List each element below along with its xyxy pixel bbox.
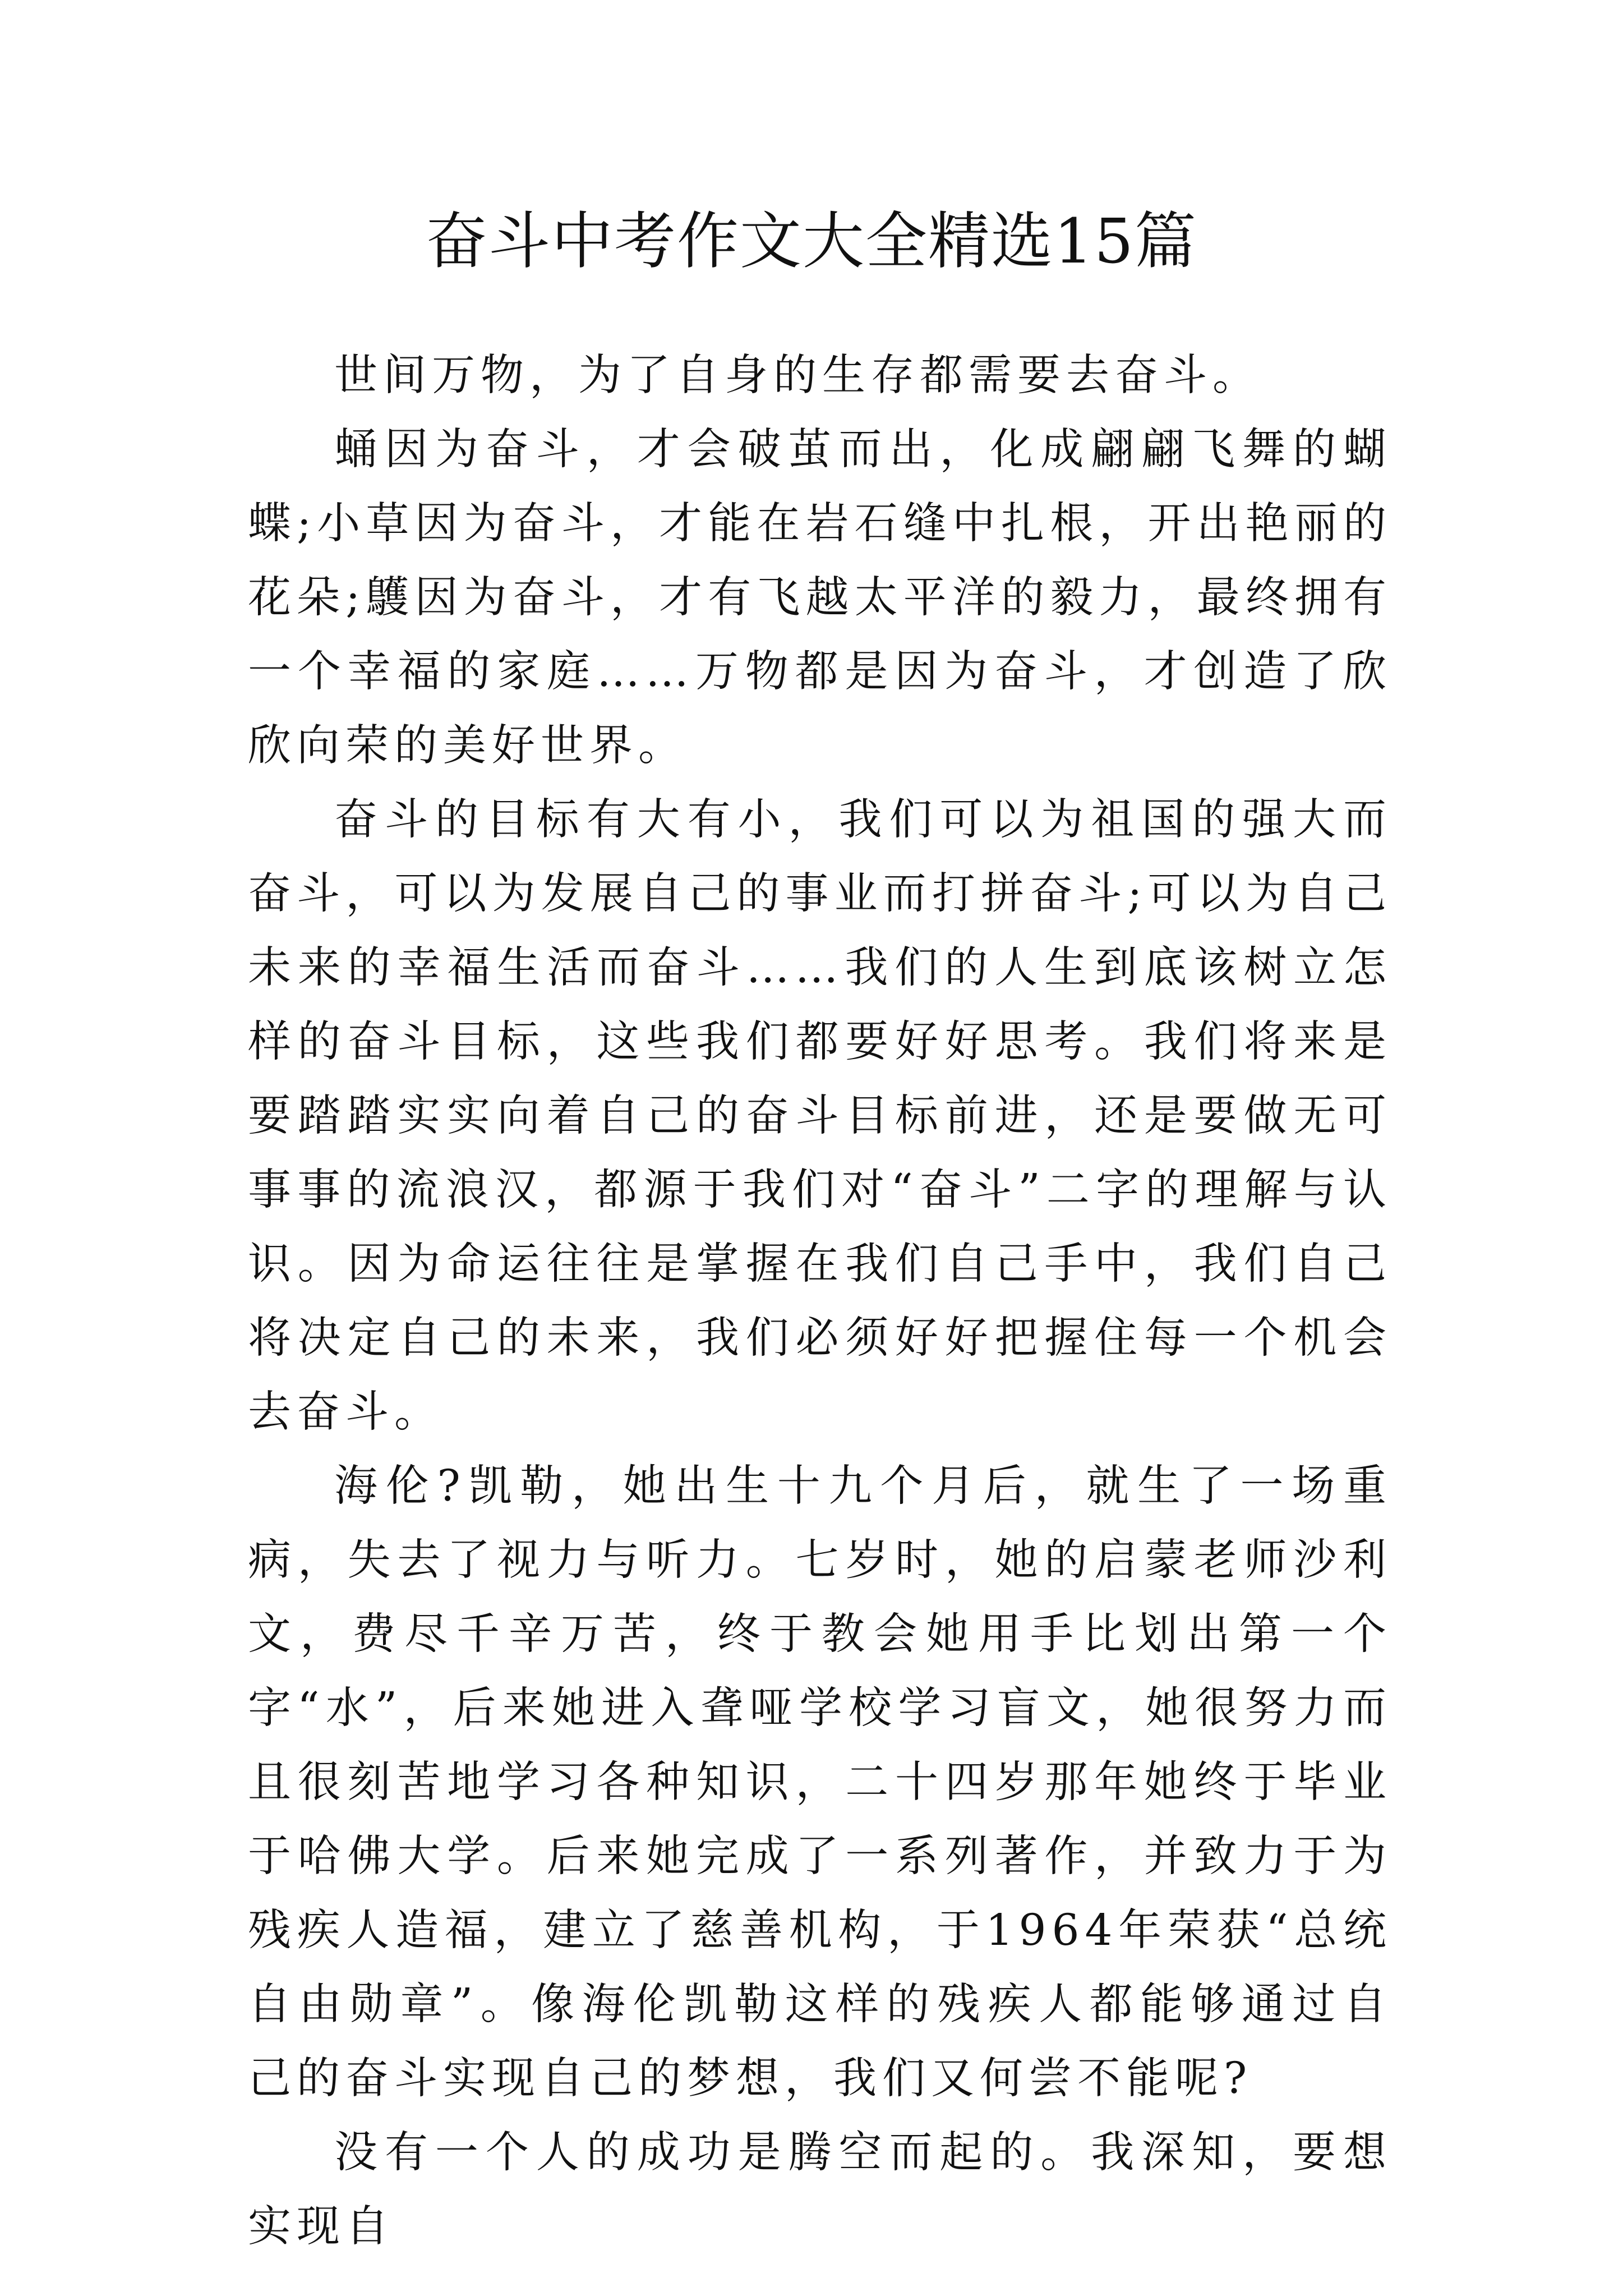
paragraph: 蛹因为奋斗，才会破茧而出，化成翩翩飞舞的蝴蝶;小草因为奋斗，才能在岩石缝中扎根，开出艳丽的花朵;鸌因为奋斗，才有飞越太平洋的毅力，最终拥有一个幸福的家庭……万物都是因为奋斗，才创造了欣欣向荣的美好世界。	[248, 425, 1392, 771]
document-title: 奋斗中考作文大全精选15篇	[426, 205, 1197, 277]
paragraph: 海伦?凯勒，她出生十九个月后，就生了一场重病，失去了视力与听力。七岁时，她的启蒙老师沙利文，费尽千辛万苦，终于教会她用手比划出第一个字“水”，后来她进入聋哑学校学习盲文，她很努力而且很刻苦地学习各种知识，二十四岁那年她终于毕业于哈佛大学。后来她完成了一系列著作，并致力于为残疾人造福，建立了慈善机构，于1964年荣获“总统自由勋章”。像海伦凯勒这样的残疾人都能够通过自己的奋斗实现自己的梦想，我们又何尝不能呢?	[248, 1461, 1392, 2104]
document-body	[248, 339, 1392, 2264]
paragraph: 世间万物，为了自身的生存都需要去奋斗。	[334, 351, 1261, 401]
paragraph: 奋斗的目标有大有小，我们可以为祖国的强大而奋斗，可以为发展自己的事业而打拼奋斗;可以为自己未来的幸福生活而奋斗……我们的人生到底该树立怎样的奋斗目标，这些我们都要好好思考。我们将来是要踏踏实实向着自己的奋斗目标前进，还是要做无可事事的流浪汉，都源于我们对“奋斗”二字的理解与认识。因为命运往往是掌握在我们自己手中，我们自己将决定自己的未来，我们必须好好把握住每一个机会去奋斗。	[248, 795, 1392, 1437]
paragraph: 没有一个人的成功是腾空而起的。我深知，要想实现自	[248, 2128, 1392, 2252]
